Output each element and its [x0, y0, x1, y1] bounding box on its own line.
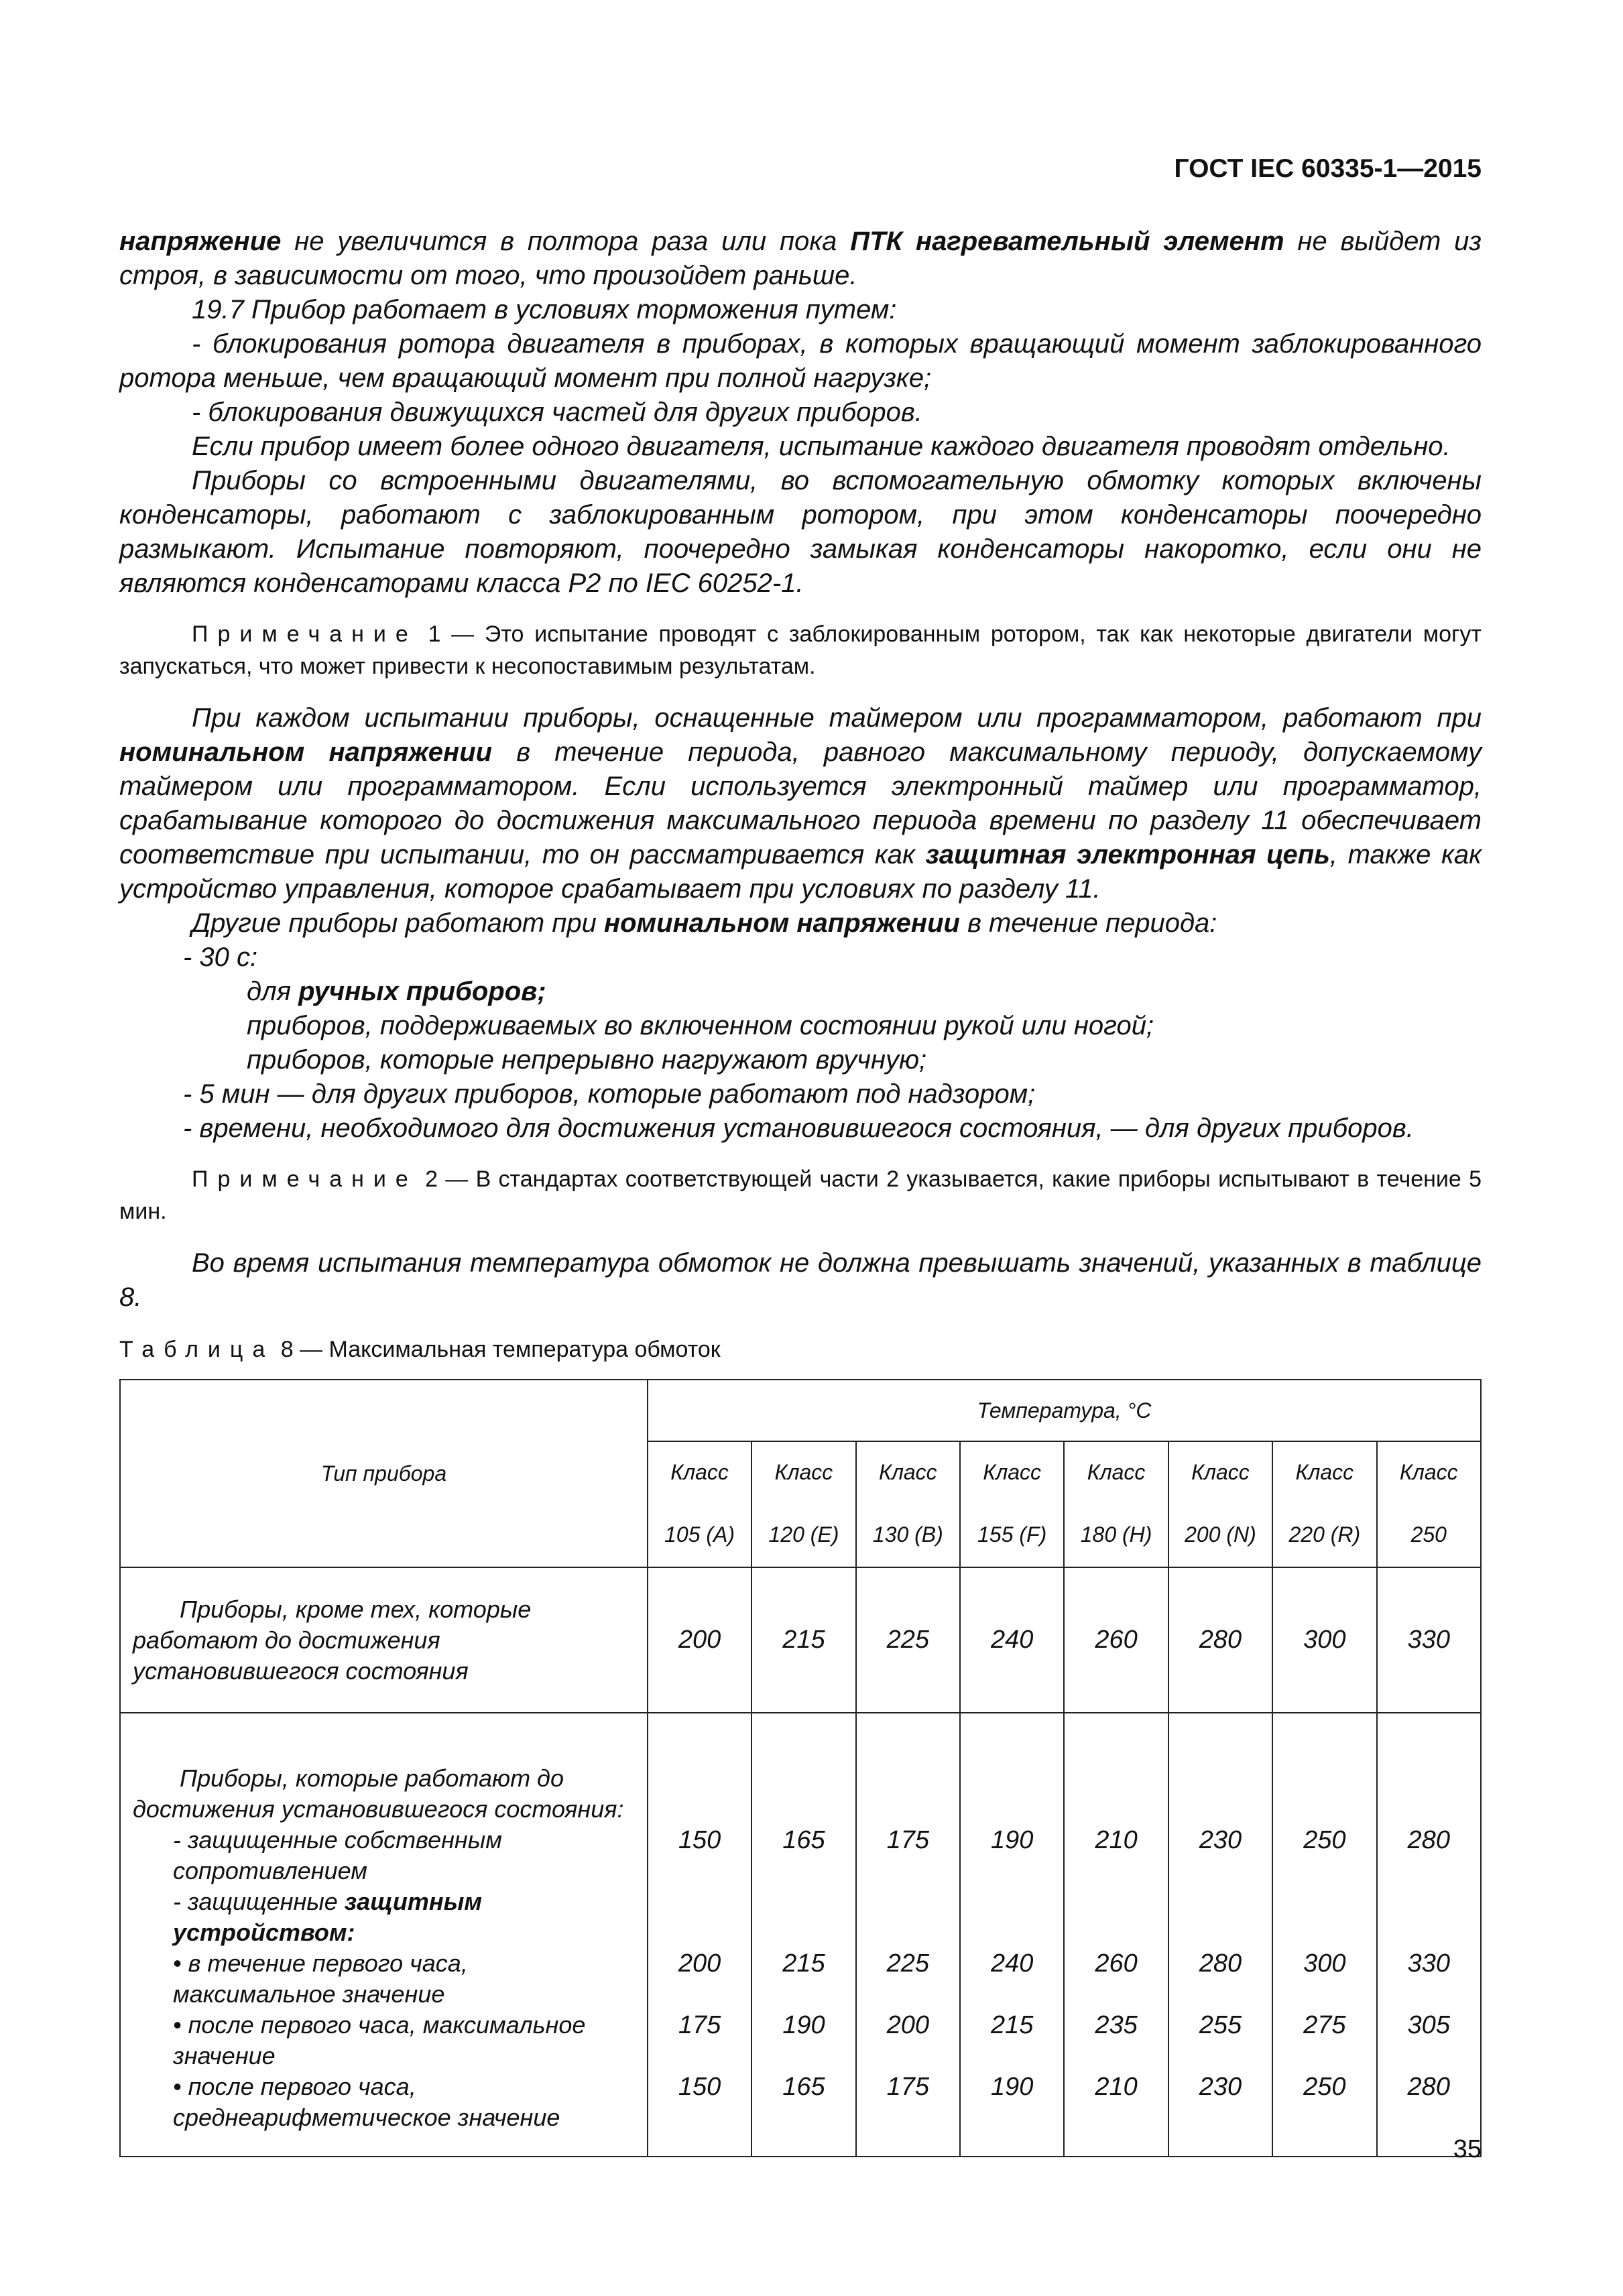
class-label: Класс: [856, 1441, 960, 1503]
cell-value: 225: [886, 1949, 930, 1978]
cell-value: 200: [886, 2011, 930, 2039]
cell-value: 215: [752, 1567, 855, 1713]
value-column: [1377, 1713, 1481, 2157]
cell-value: 200: [678, 1949, 721, 1978]
cell-value: 235: [1095, 2011, 1138, 2039]
cell-value: 190: [991, 1826, 1034, 1854]
cell-value: 260: [1095, 1949, 1138, 1978]
value-column: [960, 1713, 1064, 2157]
cell-value: 260: [1064, 1567, 1168, 1713]
paragraph-multiple-motors: Если прибор имеет более одного двигателя, испытание каждого двигателя проводят отдельно.: [192, 432, 1451, 461]
paragraph-winding-temperature: Во время испытания температура обмоток не должна превышать значений, указанных в таблице 8.: [119, 1248, 1482, 1312]
row-label-after-hour-mean: • после первого часа, среднеарифметическое значение: [173, 2073, 560, 2131]
class-code: 200 (N): [1168, 1503, 1272, 1567]
class-code: 155 (F): [960, 1503, 1064, 1567]
class-label: Класс: [1377, 1441, 1481, 1503]
header-temperature: Температура, °C: [648, 1380, 1481, 1441]
class-code: 250: [1377, 1503, 1481, 1567]
cell-value: 210: [1095, 2073, 1138, 2101]
list-item-moving-parts: - блокирования движущихся частей для других приборов.: [192, 398, 922, 427]
cell-value: 165: [782, 1826, 825, 1854]
list-subitem-held-on: приборов, поддерживаемых во включенном состоянии рукой или ногой;: [247, 1011, 1154, 1040]
table-8: [119, 1379, 1482, 2157]
class-label: Класс: [752, 1441, 855, 1503]
cell-value: 225: [856, 1567, 960, 1713]
list-item-steady-state: - времени, необходимого для достижения установившегося состояния, — для других приборов.: [183, 1113, 1414, 1143]
class-code: 130 (B): [856, 1503, 960, 1567]
class-code: 120 (E): [752, 1503, 855, 1567]
row-label-main: Приборы, которые работают до достижения установившегося состояния:: [133, 1764, 624, 1823]
document-id-header: ГОСТ IEC 60335-1—2015: [1174, 154, 1482, 183]
document-page: [119, 0, 1482, 2296]
list-item-5min: - 5 мин — для других приборов, которые работают под надзором;: [183, 1079, 1036, 1109]
row-label: Приборы, кроме тех, которые работают до достижения установившегося состояния: [120, 1567, 648, 1713]
row-label-after-hour-max: • после первого часа, максимальное значение: [173, 2011, 586, 2069]
list-subitem-loaded-manually: приборов, которые непрерывно нагружают вручную;: [247, 1045, 927, 1075]
value-column: [752, 1713, 855, 2157]
table-caption: Таблица 8 — Максимальная температура обмоток: [119, 1337, 721, 1362]
cell-value: 300: [1303, 1949, 1346, 1978]
paragraph-continuation: напряжение не увеличится в полтора раза или пока ПТК нагревательный элемент не выйдет из строя, в зависимости от того, что произойдет раньше.: [119, 227, 1482, 290]
cell-value: 330: [1377, 1567, 1481, 1713]
class-label: Класс: [1064, 1441, 1168, 1503]
page-number: 35: [1453, 2135, 1482, 2163]
list-subitem-hand-held: для ручных приборов;: [247, 977, 546, 1006]
cell-value: 330: [1407, 1949, 1450, 1978]
row-label-first-hour: • в течение первого часа, максимальное значение: [173, 1949, 468, 2008]
cell-value: 190: [782, 2011, 825, 2039]
paragraph-timer: При каждом испытании приборы, оснащенные таймером или программатором, работают при номинальном напряжении в течение периода, равного максимальному периоду, допускаемому таймером или программатором. Если используется электронный таймер или программатор, срабатывание которого до достижения максимального периода времени по разделу 11 обеспечивает соответствие при испытании, то он рассматривается как защитная электронная цепь, также как устройство управления, которое срабатывает при условиях по разделу 11.: [119, 703, 1482, 904]
cell-value: 230: [1199, 2073, 1242, 2101]
cell-value: 150: [678, 2073, 721, 2101]
row-label-impedance: - защищенные собственным сопротивлением: [173, 1826, 502, 1884]
class-label: Класс: [960, 1441, 1064, 1503]
cell-value: 165: [782, 2073, 825, 2101]
row-label-protective-device: - защищенные защитным устройством:: [173, 1888, 482, 1946]
cell-value: 275: [1303, 2011, 1346, 2039]
cell-value: 280: [1168, 1567, 1272, 1713]
note-1: Примечание 1 — Это испытание проводят с заблокированным ротором, так как некоторые двигатели могут запускаться, что может привести к несопоставимым результатам.: [119, 621, 1482, 679]
value-column: [1064, 1713, 1168, 2157]
cell-value: 210: [1095, 1826, 1138, 1854]
cell-value: 190: [991, 2073, 1034, 2101]
row-label: [120, 1713, 648, 2157]
class-label: Класс: [1272, 1441, 1376, 1503]
table-row: [120, 1567, 1481, 1713]
document-body: [119, 225, 1482, 2157]
table-row: [120, 1713, 1481, 2157]
cell-value: 175: [886, 2073, 930, 2101]
value-column: [1168, 1713, 1272, 2157]
class-label: Класс: [648, 1441, 752, 1503]
value-column: [856, 1713, 960, 2157]
note-2: Примечание 2 — В стандартах соответствующей части 2 указывается, какие приборы испытывают в течение 5 мин.: [119, 1166, 1482, 1224]
value-column: [648, 1713, 752, 2157]
cell-value: 255: [1199, 2011, 1242, 2039]
paragraph-other-appliances: Другие приборы работают при номинальном напряжении в течение периода:: [192, 908, 1217, 938]
cell-value: 240: [991, 1949, 1034, 1978]
cell-value: 280: [1199, 1949, 1242, 1978]
cell-value: 280: [1407, 1826, 1450, 1854]
cell-value: 240: [960, 1567, 1064, 1713]
class-code: 105 (A): [648, 1503, 752, 1567]
list-item-rotor: - блокирования ротора двигателя в приборах, в которых вращающий момент заблокированного ротора меньше, чем вращающий момент при полной нагрузке;: [119, 329, 1482, 393]
cell-value: 175: [886, 1826, 930, 1854]
cell-value: 215: [991, 2011, 1034, 2039]
class-code: 220 (R): [1272, 1503, 1376, 1567]
cell-value: 215: [782, 1949, 825, 1978]
cell-value: 280: [1407, 2073, 1450, 2101]
header-appliance-type: Тип прибора: [120, 1380, 648, 1567]
cell-value: 250: [1303, 1826, 1346, 1854]
cell-value: 300: [1272, 1567, 1376, 1713]
list-item-30s: - 30 с:: [183, 943, 258, 972]
cell-value: 175: [678, 2011, 721, 2039]
cell-value: 150: [678, 1826, 721, 1854]
paragraph-capacitors: Приборы со встроенными двигателями, во вспомогательную обмотку которых включены конденсаторы, работают с заблокированным ротором, при этом конденсаторы поочередно размыкают. Испытание повторяют, поочередно замыкая конденсаторы накоротко, если они не являются конденсаторами класса P2 по IEC 60252-1.: [119, 466, 1482, 598]
cell-value: 250: [1303, 2073, 1346, 2101]
class-code: 180 (H): [1064, 1503, 1168, 1567]
class-label: Класс: [1168, 1441, 1272, 1503]
cell-value: 305: [1407, 2011, 1450, 2039]
cell-value: 230: [1199, 1826, 1242, 1854]
clause-19-7: 19.7 Прибор работает в условиях торможения путем:: [192, 295, 897, 324]
value-column: [1272, 1713, 1376, 2157]
cell-value: 200: [648, 1567, 752, 1713]
